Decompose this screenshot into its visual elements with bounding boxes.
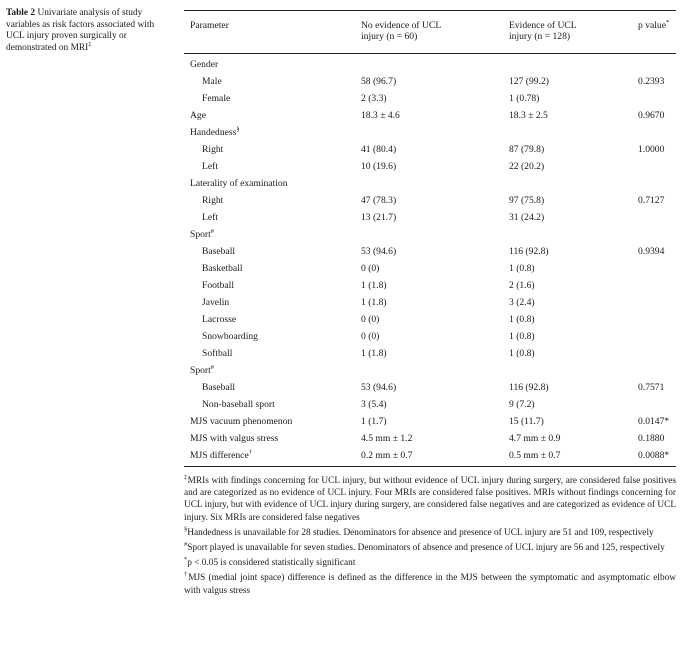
cell-pvalue: 0.7571 — [638, 382, 665, 393]
cell-no-evidence: 1 (1.7) — [361, 416, 387, 427]
parameter-label: Male — [202, 76, 222, 87]
row-parameter — [190, 59, 218, 70]
row-parameter — [202, 161, 218, 172]
parameter-label: Javelin — [202, 297, 230, 308]
row-parameter — [202, 314, 236, 325]
footnote-text: p < 0.05 is considered statistically significant — [187, 558, 356, 569]
cell-evidence: 1 (0.8) — [509, 263, 535, 274]
cell-no-evidence: 10 (19.6) — [361, 161, 397, 172]
cell-evidence: 22 (20.2) — [509, 161, 545, 172]
row-parameter — [202, 195, 223, 206]
cell-no-evidence: 2 (3.3) — [361, 93, 387, 104]
row-parameter — [190, 450, 252, 461]
cell-evidence: 3 (2.4) — [509, 297, 535, 308]
header-pvalue — [638, 20, 669, 31]
cell-evidence: 18.3 ± 2.5 — [509, 110, 548, 121]
cell-pvalue: 0.0088* — [638, 450, 670, 461]
parameter-label: Age — [190, 110, 206, 121]
cell-no-evidence: 53 (94.6) — [361, 382, 397, 393]
cell-no-evidence: 1 (1.8) — [361, 348, 387, 359]
header-pvalue-text: p value — [638, 20, 666, 31]
cell-no-evidence: 0.2 mm ± 0.7 — [361, 450, 413, 461]
row-parameter — [190, 365, 214, 376]
parameter-label: Gender — [190, 59, 219, 70]
footnote — [184, 557, 676, 569]
cell-no-evidence: 53 (94.6) — [361, 246, 397, 257]
row-parameter — [202, 263, 243, 274]
footnote-marker: † — [184, 571, 189, 579]
cell-evidence: 1 (0.78) — [509, 93, 540, 104]
footnote-text: Sport played is unavailable for seven studies. Denominators of absence and presence of UCL injury are 56 and 125, respectively — [187, 543, 665, 554]
parameter-label: Right — [202, 144, 224, 155]
cell-evidence: 87 (79.8) — [509, 144, 545, 155]
header-evidence-line2: injury (n = 128) — [509, 31, 571, 43]
cell-no-evidence: 0 (0) — [361, 331, 380, 342]
cell-evidence: 97 (75.8) — [509, 195, 545, 206]
row-parameter — [202, 212, 218, 223]
parameter-label: Female — [202, 93, 231, 104]
row-parameter — [190, 229, 214, 240]
row-parameter — [190, 416, 292, 427]
header-rule — [184, 53, 676, 54]
cell-evidence: 1 (0.8) — [509, 314, 535, 325]
top-rule — [184, 10, 676, 11]
cell-pvalue: 0.1880 — [638, 433, 665, 444]
row-parameter — [202, 93, 230, 104]
parameter-label: Snowboarding — [202, 331, 258, 342]
parameter-label: MJS difference — [190, 450, 249, 461]
parameter-label: Left — [202, 161, 218, 172]
cell-evidence: 15 (11.7) — [509, 416, 544, 427]
cell-no-evidence: 0 (0) — [361, 314, 380, 325]
cell-pvalue: 0.9394 — [638, 246, 665, 257]
parameter-marker: † — [248, 448, 252, 456]
cell-no-evidence: 41 (80.4) — [361, 144, 397, 155]
header-evidence-line1: Evidence of UCL — [509, 20, 577, 31]
header-no-evidence — [361, 20, 441, 42]
parameter-label: Handedness — [190, 127, 237, 138]
parameter-label: Baseball — [202, 246, 236, 257]
header-no-evidence-line1: No evidence of UCL — [361, 20, 442, 31]
cell-evidence: 1 (0.8) — [509, 331, 535, 342]
header-pvalue-marker: * — [665, 18, 670, 26]
cell-evidence: 0.5 mm ± 0.7 — [509, 450, 561, 461]
parameter-marker: § — [236, 125, 240, 133]
footnote-marker: * — [184, 556, 188, 564]
footnote — [184, 527, 676, 539]
caption-marker: ‡ — [88, 40, 92, 48]
header-parameter: Parameter — [190, 20, 229, 31]
parameter-label: Basketball — [202, 263, 243, 274]
cell-no-evidence: 18.3 ± 4.6 — [361, 110, 400, 121]
row-parameter — [202, 280, 234, 291]
cell-evidence: 9 (7.2) — [509, 399, 535, 410]
cell-evidence: 2 (1.6) — [509, 280, 535, 291]
footnote — [184, 542, 676, 554]
parameter-label: Baseball — [202, 382, 236, 393]
row-parameter — [202, 382, 235, 393]
row-parameter — [190, 178, 288, 189]
parameter-label: Sport — [190, 229, 211, 240]
parameter-marker: # — [210, 227, 215, 235]
parameter-marker: # — [210, 363, 215, 371]
cell-evidence: 4.7 mm ± 0.9 — [509, 433, 561, 444]
parameter-label: Left — [202, 212, 218, 223]
cell-no-evidence: 3 (5.4) — [361, 399, 387, 410]
cell-evidence: 31 (24.2) — [509, 212, 545, 223]
footnote — [184, 475, 676, 524]
cell-pvalue: 0.0147* — [638, 416, 670, 427]
row-parameter — [190, 127, 240, 138]
parameter-label: Softball — [202, 348, 233, 359]
row-parameter — [190, 433, 278, 444]
cell-no-evidence: 47 (78.3) — [361, 195, 397, 206]
row-parameter — [202, 144, 223, 155]
row-parameter — [202, 76, 222, 87]
cell-evidence: 116 (92.8) — [509, 246, 549, 257]
footnote-text: MJS (medial joint space) difference is defined as the difference in the MJS between the symptomatic and asymptomatic elbow with valgus stress — [184, 573, 676, 596]
cell-no-evidence: 4.5 mm ± 1.2 — [361, 433, 413, 444]
cell-no-evidence: 0 (0) — [361, 263, 380, 274]
parameter-label: MJS vacuum phenomenon — [190, 416, 293, 427]
parameter-label: Right — [202, 195, 224, 206]
table-label: Table 2 — [6, 8, 36, 18]
parameter-label: Sport — [190, 365, 211, 376]
row-parameter — [202, 331, 258, 342]
footnote-text: Handedness is unavailable for 28 studies. Denominators for absence and presence of UCL injury are 51 and 109, respectively — [187, 527, 654, 538]
caption-text: Univariate analysis of study variables as risk factors associated with UCL injury proven surgically or demonstrated on MRI — [6, 8, 155, 53]
header-evidence — [509, 20, 577, 42]
footnote-marker: ‡ — [184, 473, 188, 481]
parameter-label: Non-baseball sport — [202, 399, 275, 410]
row-parameter — [202, 246, 235, 257]
row-parameter — [202, 297, 229, 308]
footnotes — [184, 475, 676, 600]
bottom-rule — [184, 466, 676, 467]
cell-no-evidence: 1 (1.8) — [361, 297, 387, 308]
cell-pvalue: 0.2393 — [638, 76, 665, 87]
cell-pvalue: 0.9670 — [638, 110, 665, 121]
row-parameter — [202, 399, 275, 410]
header-no-evidence-line2: injury (n = 60) — [361, 31, 418, 43]
cell-no-evidence: 58 (96.7) — [361, 76, 397, 87]
parameter-label: Football — [202, 280, 234, 291]
row-parameter — [190, 110, 206, 121]
cell-pvalue: 1.0000 — [638, 144, 665, 155]
footnote-marker: § — [184, 525, 188, 533]
parameter-label: Lacrosse — [202, 314, 237, 325]
cell-evidence: 127 (99.2) — [509, 76, 549, 87]
footnote-text: MRIs with findings concerning for UCL injury, but without evidence of UCL injury during surgery, are considered false positives and are categorized as no evidence of UCL injury. Four MRIs are considered false positives. MRIs without findings concerning for UCL injury, but with evidence of UCL injury during surgery, are considered false negatives and are categorized as evidence of UCL injury. Six MRIs are considered false negatives — [184, 476, 677, 523]
row-parameter — [202, 348, 232, 359]
footnote-marker: # — [184, 540, 188, 548]
table-caption — [6, 8, 174, 54]
cell-pvalue: 0.7127 — [638, 195, 665, 206]
parameter-label: MJS with valgus stress — [190, 433, 279, 444]
cell-no-evidence: 1 (1.8) — [361, 280, 387, 291]
footnote — [184, 572, 676, 596]
cell-evidence: 116 (92.8) — [509, 382, 549, 393]
parameter-label: Laterality of examination — [190, 178, 288, 189]
cell-no-evidence: 13 (21.7) — [361, 212, 397, 223]
cell-evidence: 1 (0.8) — [509, 348, 535, 359]
